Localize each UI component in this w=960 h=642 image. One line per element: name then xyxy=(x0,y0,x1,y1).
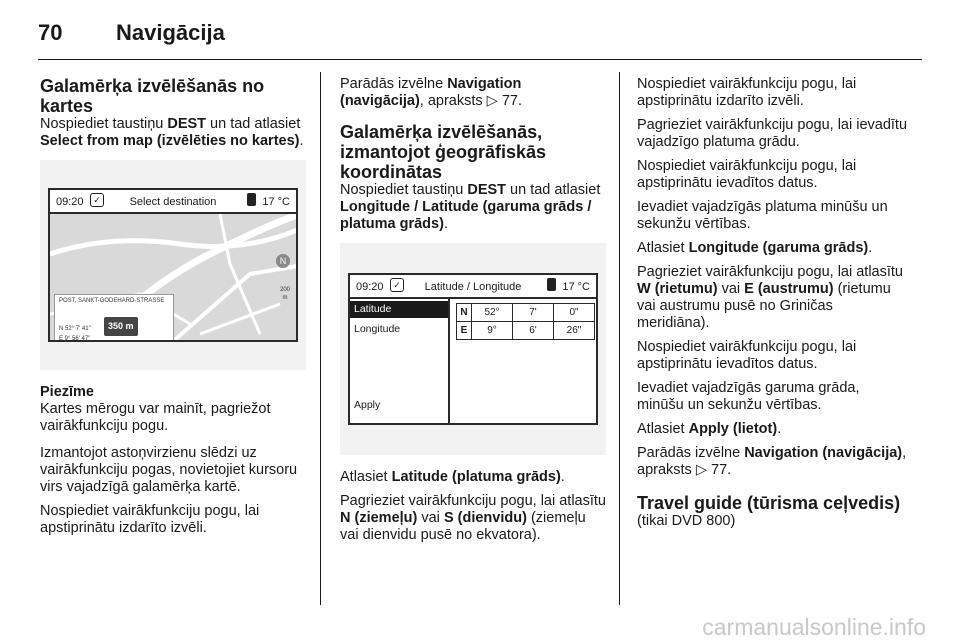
paragraph: Pagrieziet vairākfunkciju pogu, lai ievadītu vajadzīgo platuma grādu. xyxy=(637,117,908,150)
map-scale: 350 m xyxy=(104,317,138,336)
menu-item-latitude[interactable]: Latitude xyxy=(350,301,448,318)
section-heading: Travel guide (tūrisma ceļvedis) xyxy=(637,493,901,513)
paragraph: Ievadiet vajadzīgās platuma minūšu un sekunžu vērtības. xyxy=(637,199,888,232)
section-subtitle: (tikai DVD 800) xyxy=(637,513,736,529)
page-title: Navigācija xyxy=(116,20,225,45)
paragraph: Ievadiet vajadzīgās garuma grāda, minūšu un sekunžu vērtības. xyxy=(637,380,860,413)
screen-status-bar: 09:20 ✓ Select destination 17 °C xyxy=(50,190,296,214)
clock-icon: ✓ xyxy=(90,193,104,207)
coordinate-menu xyxy=(350,299,450,423)
menu-item-longitude[interactable]: Longitude xyxy=(354,323,401,335)
paragraph: Parādās izvēlne Navigation (navigācija), apraksts ▷ 77. xyxy=(340,76,523,109)
note-text: Kartes mērogu var mainīt, pagriežot vairākfunkciju pogu. xyxy=(40,401,271,434)
menu-item-apply[interactable]: Apply xyxy=(354,399,381,411)
footer-watermark: carmanualsonline.info xyxy=(702,614,926,640)
page-number: 70 xyxy=(38,20,63,45)
page-header xyxy=(38,10,922,60)
compass-icon: N xyxy=(276,254,290,268)
zoom-indicator: 200 m xyxy=(279,287,290,301)
paragraph: Nospiediet taustiņu DEST un tad atlasiet Longitude / Latitude (garuma grāds / platuma grāds). xyxy=(340,182,601,232)
coordinates-table xyxy=(456,303,595,340)
page-ref-icon: ▷ xyxy=(486,93,498,109)
coordinates-screen-illustration xyxy=(340,243,606,455)
column-divider xyxy=(619,72,620,605)
clock-icon: ✓ xyxy=(390,278,404,292)
header-rule xyxy=(38,59,922,60)
paragraph: Atlasiet Longitude (garuma grāds). xyxy=(637,240,873,256)
address-popup: POST, SANKT-GODEHARD-STRASSE N 52° 7' 41" E 9° 56' 47" xyxy=(54,294,174,340)
phone-icon xyxy=(247,193,256,206)
paragraph: Pagrieziet vairākfunkciju pogu, lai atlasītu W (rietumu) vai E (austrumu) (rietumu vai austrumu pusē no Griničas meridiāna). xyxy=(637,264,903,331)
map-view xyxy=(50,214,296,340)
note-title: Piezīme xyxy=(40,384,94,400)
phone-icon xyxy=(547,278,556,291)
section-heading: Galamērķa izvēlēšanās no kartes xyxy=(40,76,265,116)
table-row: N 52° 7' 0" xyxy=(457,304,595,322)
paragraph: Nospiediet vairākfunkciju pogu, lai apstiprinātu ievadītos datus. xyxy=(637,339,857,372)
table-row: E 9° 6' 26" xyxy=(457,322,595,340)
section-heading: Galamērķa izvēlēšanās, izmantojot ģeogrāfiskās koordinātas xyxy=(340,122,547,182)
screen-status-bar: 09:20 ✓ Latitude / Longitude 17 °C xyxy=(350,275,596,299)
column-1 xyxy=(40,76,306,544)
note-box xyxy=(40,384,306,435)
paragraph: Nospiediet vairākfunkciju pogu, lai apstiprinātu izdarīto izvēli. xyxy=(637,76,857,109)
paragraph: Atlasiet Latitude (platuma grāds). xyxy=(340,469,565,485)
paragraph: Nospiediet vairākfunkciju pogu, lai apstiprinātu ievadītos datus. xyxy=(637,158,857,191)
column-2 xyxy=(340,76,606,551)
page-ref-icon: ▷ xyxy=(695,462,707,478)
paragraph: Pagrieziet vairākfunkciju pogu, lai atlasītu N (ziemeļu) vai S (dienvidu) (ziemeļu vai dienvidu pusē no ekvatora). xyxy=(340,493,606,543)
paragraph: Parādās izvēlne Navigation (navigācija), apraksts ▷ 77. xyxy=(637,445,907,478)
column-divider xyxy=(320,72,321,605)
paragraph: Nospiediet vairākfunkciju pogu, lai apstiprinātu izdarīto izvēli. xyxy=(40,503,260,536)
paragraph: Nospiediet taustiņu DEST un tad atlasiet Select from map (izvēlēties no kartes). xyxy=(40,116,304,149)
paragraph: Izmantojot astoņvirzienu slēdzi uz vairākfunkciju pogas, novietojiet kursoru virs vajadzīgā galamērķa kartē. xyxy=(40,445,298,495)
column-3 xyxy=(637,76,907,537)
paragraph: Atlasiet Apply (lietot). xyxy=(637,421,782,437)
map-screen-illustration xyxy=(40,160,306,370)
